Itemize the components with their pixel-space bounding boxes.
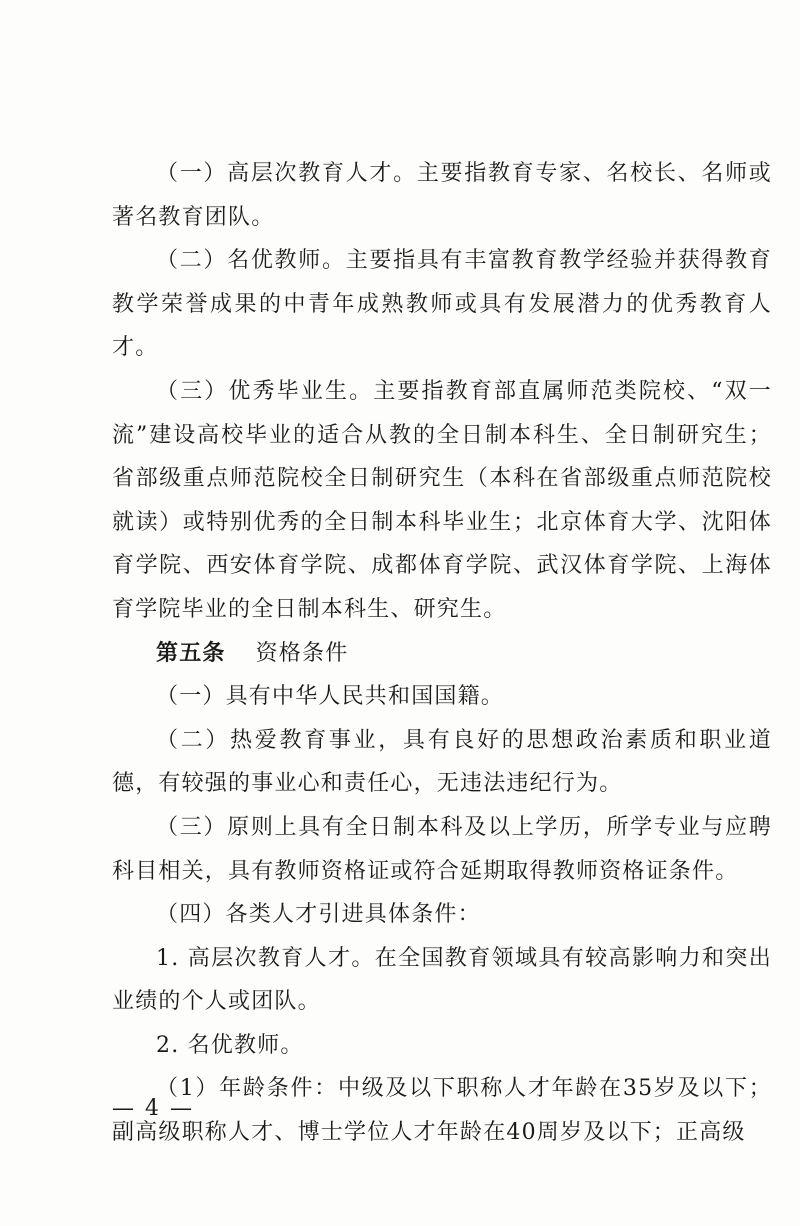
page-number: — 4 — — [112, 1096, 194, 1121]
paragraph-high-level-talent: （一）高层次教育人才。主要指教育专家、名校长、名师或著名教育团队。 — [112, 161, 772, 230]
paragraph-age-condition: （1）年龄条件：中级及以下职称人才年龄在35岁及以下；副高级职称人才、博士学位人才年龄在40周岁及以下；正高级 — [112, 1076, 772, 1146]
paragraph-specific-conditions: （四）各类人才引进具体条件： — [156, 902, 481, 928]
paragraph-outstanding-graduates: （三）优秀毕业生。主要指教育部直属师范类院校、“双一流”建设高校毕业的适合从教的全日制本科生、全日制研究生；省部级重点师范院校全日制研究生（本科在省部级重点师范院校就读）或特别优秀的全日制本科毕业生；北京体育大学、沈阳体育学院、西安体育学院、成都体育学院、武汉体育学院、上海体育学院毕业的全日制本科生、研究生。 — [112, 378, 772, 622]
paragraph-condition-excellent: 2. 名优教师。 — [156, 1032, 304, 1058]
article-number: 第五条 — [156, 640, 226, 666]
paragraph-education: （三）原则上具有全日制本科及以上学历，所学专业与应聘科目相关，具有教师资格证或符合延期取得教师资格证条件。 — [112, 814, 772, 884]
article-title: 资格条件 — [255, 640, 349, 666]
paragraph-ethics: （二）热爱教育事业，具有良好的思想政治素质和职业道德，有较强的事业心和责任心，无违法违纪行为。 — [112, 727, 772, 797]
paragraph-condition-high-level: 1. 高层次教育人才。在全国教育领域具有较高影响力和突出业绩的个人或团队。 — [112, 945, 772, 1015]
document-body — [112, 152, 772, 1155]
article-heading — [112, 632, 772, 676]
paragraph-nationality: （一）具有中华人民共和国国籍。 — [156, 684, 505, 710]
paragraph-excellent-teachers: （二）名优教师。主要指具有丰富教育教学经验并获得教育教学荣誉成果的中青年成熟教师或具有发展潜力的优秀教育人才。 — [112, 248, 772, 361]
